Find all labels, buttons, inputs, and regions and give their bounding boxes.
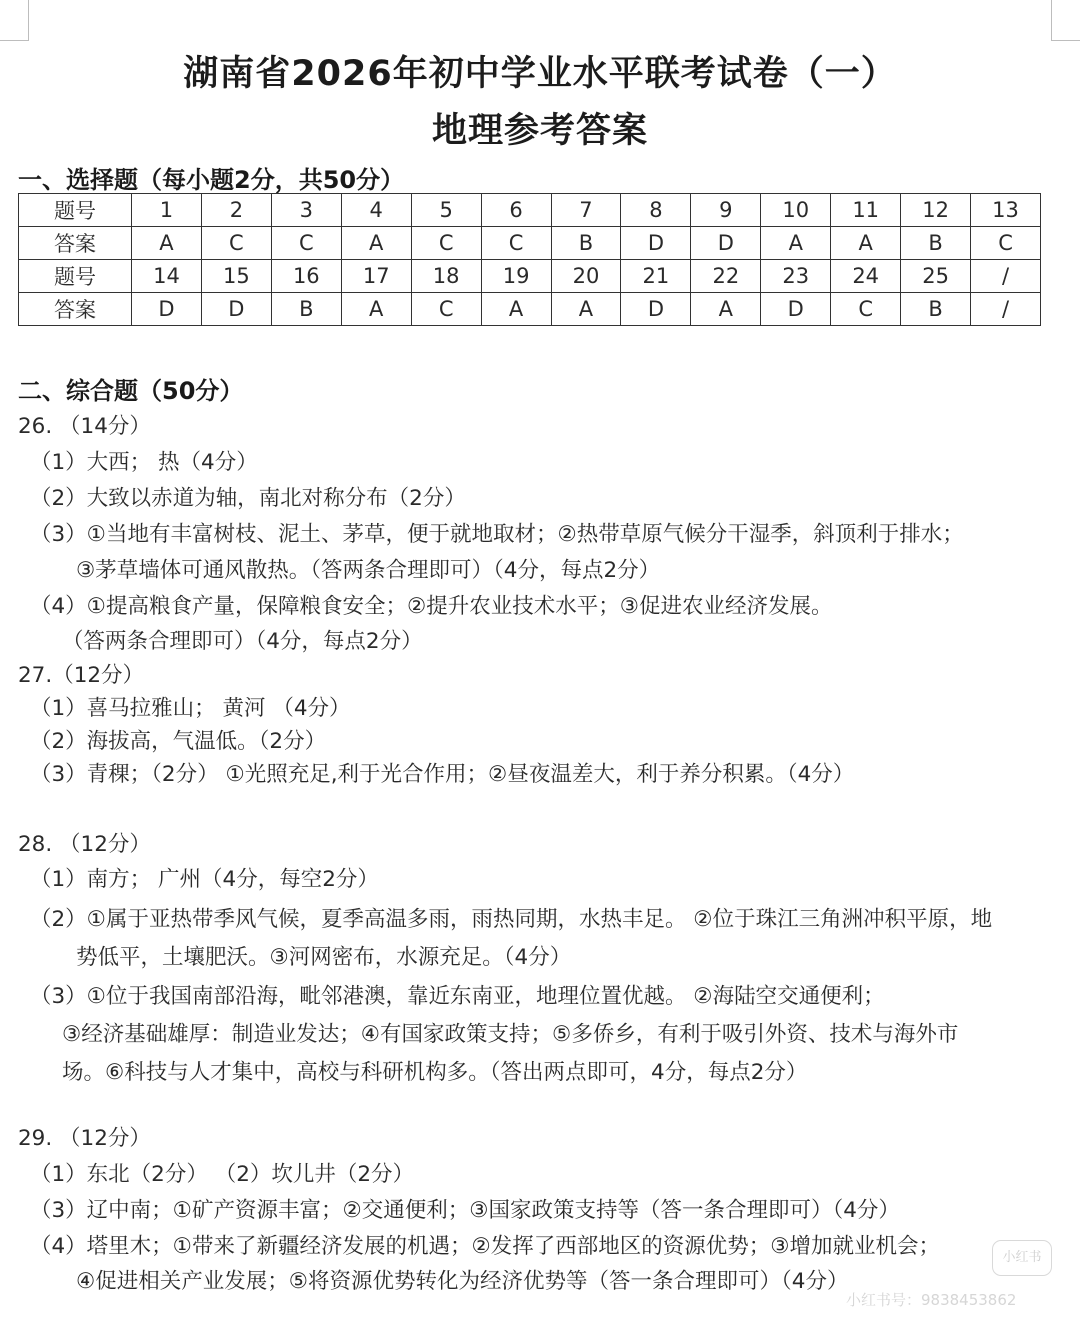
q27-part1: （1）喜马拉雅山； 黄河 （4分）	[30, 696, 351, 721]
q26-header: 26. （14分）	[18, 414, 151, 439]
answer-table-cell: D	[761, 293, 831, 326]
page-corner-mark-top-left	[0, 0, 29, 41]
answer-table-cell: 12	[901, 194, 971, 227]
answer-table-cell: D	[691, 227, 761, 260]
answer-table-cell: B	[551, 227, 621, 260]
answer-table-cell: 17	[341, 260, 411, 293]
answer-table-row-label: 题号	[19, 260, 132, 293]
answer-table-cell: 20	[551, 260, 621, 293]
answer-table-cell: C	[271, 227, 341, 260]
answer-table-cell: 11	[831, 194, 901, 227]
q28-part2-cont: 势低平，土壤肥沃。③河网密布，水源充足。（4分）	[76, 945, 572, 970]
answer-table-cell: 1	[132, 194, 202, 227]
answer-table-cell: A	[551, 293, 621, 326]
answer-table-cell: 13	[971, 194, 1041, 227]
answer-table-row	[19, 293, 1041, 326]
exam-title: 湖南省2026年初中学业水平联考试卷（一）	[183, 54, 897, 94]
answer-table-cell: A	[691, 293, 761, 326]
q28-part1: （1）南方； 广州（4分，每空2分）	[30, 867, 379, 892]
answer-table-cell: B	[271, 293, 341, 326]
answer-table-cell: C	[411, 293, 481, 326]
answer-table-cell: 22	[691, 260, 761, 293]
q29-part1-2: （1）东北（2分） （2）坎儿井（2分）	[30, 1162, 415, 1187]
q29-part4-cont: ④促进相关产业发展；⑤将资源优势转化为经济优势等（答一条合理即可）（4分）	[76, 1269, 849, 1294]
answer-table-cell: C	[201, 227, 271, 260]
answer-table-cell: 23	[761, 260, 831, 293]
q27-part3: （3）青稞；（2分） ①光照充足,利于光合作用；②昼夜温差大，利于养分积累。（4分）	[30, 762, 855, 787]
q26-part2: （2）大致以赤道为轴，南北对称分布（2分）	[30, 486, 466, 511]
q28-part3: （3）①位于我国南部沿海，毗邻港澳，靠近东南亚，地理位置优越。 ②海陆空交通便利；	[30, 984, 885, 1009]
answer-table-cell: 8	[621, 194, 691, 227]
page-corner-mark-top-right	[1051, 0, 1080, 41]
answer-table-cell: C	[831, 293, 901, 326]
section-2-heading: 二、综合题（50分）	[18, 377, 244, 405]
answer-table-cell: A	[132, 227, 202, 260]
answer-table-cell: C	[481, 227, 551, 260]
q27-header: 27.（12分）	[18, 663, 145, 688]
answer-table-row-label: 答案	[19, 227, 132, 260]
answer-table-cell: 4	[341, 194, 411, 227]
answer-table-cell: A	[341, 293, 411, 326]
q26-part4: （4）①提高粮食产量，保障粮食安全；②提升农业技术水平；③促进农业经济发展。	[30, 594, 833, 619]
answer-table-cell: 6	[481, 194, 551, 227]
answer-table-cell: 7	[551, 194, 621, 227]
watermark-logo: 小红书	[992, 1240, 1052, 1276]
answer-table-cell: A	[831, 227, 901, 260]
answer-table-cell: /	[971, 260, 1041, 293]
answer-table-cell: C	[971, 227, 1041, 260]
answer-table-cell: 21	[621, 260, 691, 293]
q26-part4-cont: （答两条合理即可）（4分，每点2分）	[62, 629, 423, 654]
choice-answer-table	[18, 193, 1041, 326]
q28-header: 28. （12分）	[18, 832, 151, 857]
answer-table-cell: D	[621, 227, 691, 260]
q28-part3-cont2: 场。⑥科技与人才集中，高校与科研机构多。（答出两点即可，4分，每点2分）	[62, 1060, 808, 1085]
answer-table-cell: 25	[901, 260, 971, 293]
answer-table-cell: 10	[761, 194, 831, 227]
answer-table-cell: A	[761, 227, 831, 260]
answer-table-cell: A	[341, 227, 411, 260]
answer-table-cell: 9	[691, 194, 761, 227]
q27-part2: （2）海拔高，气温低。（2分）	[30, 729, 327, 754]
answer-table-cell: 18	[411, 260, 481, 293]
answer-subtitle: 地理参考答案	[431, 111, 648, 151]
q26-part3-cont: ③茅草墙体可通风散热。（答两条合理即可）（4分，每点2分）	[76, 558, 661, 583]
answer-table-cell: 14	[132, 260, 202, 293]
answer-table-row-label: 题号	[19, 194, 132, 227]
q29-part4: （4）塔里木；①带来了新疆经济发展的机遇；②发挥了西部地区的资源优势；③增加就业机会；	[30, 1234, 941, 1259]
q28-part3-cont: ③经济基础雄厚：制造业发达；④有国家政策支持；⑤多侨乡，有利于吸引外资、技术与海外市	[62, 1022, 959, 1047]
answer-table-cell: A	[481, 293, 551, 326]
q26-part1: （1）大西； 热（4分）	[30, 450, 258, 475]
answer-table-cell: 2	[201, 194, 271, 227]
answer-table-cell: /	[971, 293, 1041, 326]
answer-table-cell: D	[201, 293, 271, 326]
q29-part3: （3）辽中南；①矿产资源丰富；②交通便利；③国家政策支持等（答一条合理即可）（4分）	[30, 1198, 900, 1223]
answer-table-cell: 19	[481, 260, 551, 293]
answer-table-cell: 5	[411, 194, 481, 227]
answer-table-row	[19, 194, 1041, 227]
q28-part2: （2）①属于亚热带季风气候，夏季高温多雨，雨热同期，水热丰足。 ②位于珠江三角洲冲积平原，地	[30, 907, 993, 932]
answer-table-row-label: 答案	[19, 293, 132, 326]
answer-table-cell: 24	[831, 260, 901, 293]
answer-table-cell: D	[132, 293, 202, 326]
answer-table-cell: B	[901, 227, 971, 260]
answer-table-cell: 3	[271, 194, 341, 227]
answer-table-row	[19, 227, 1041, 260]
watermark-text: 小红书号：9838453862	[846, 1291, 1017, 1309]
q29-header: 29. （12分）	[18, 1126, 151, 1151]
q26-part3: （3）①当地有丰富树枝、泥土、茅草，便于就地取材；②热带草原气候分干湿季，斜顶利于排水；	[30, 522, 964, 547]
answer-table-cell: D	[621, 293, 691, 326]
answer-table-row	[19, 260, 1041, 293]
section-1-heading: 一、选择题（每小题2分，共50分）	[18, 166, 405, 194]
answer-table-cell: B	[901, 293, 971, 326]
answer-table-cell: 16	[271, 260, 341, 293]
answer-table-cell: 15	[201, 260, 271, 293]
answer-table-cell: C	[411, 227, 481, 260]
